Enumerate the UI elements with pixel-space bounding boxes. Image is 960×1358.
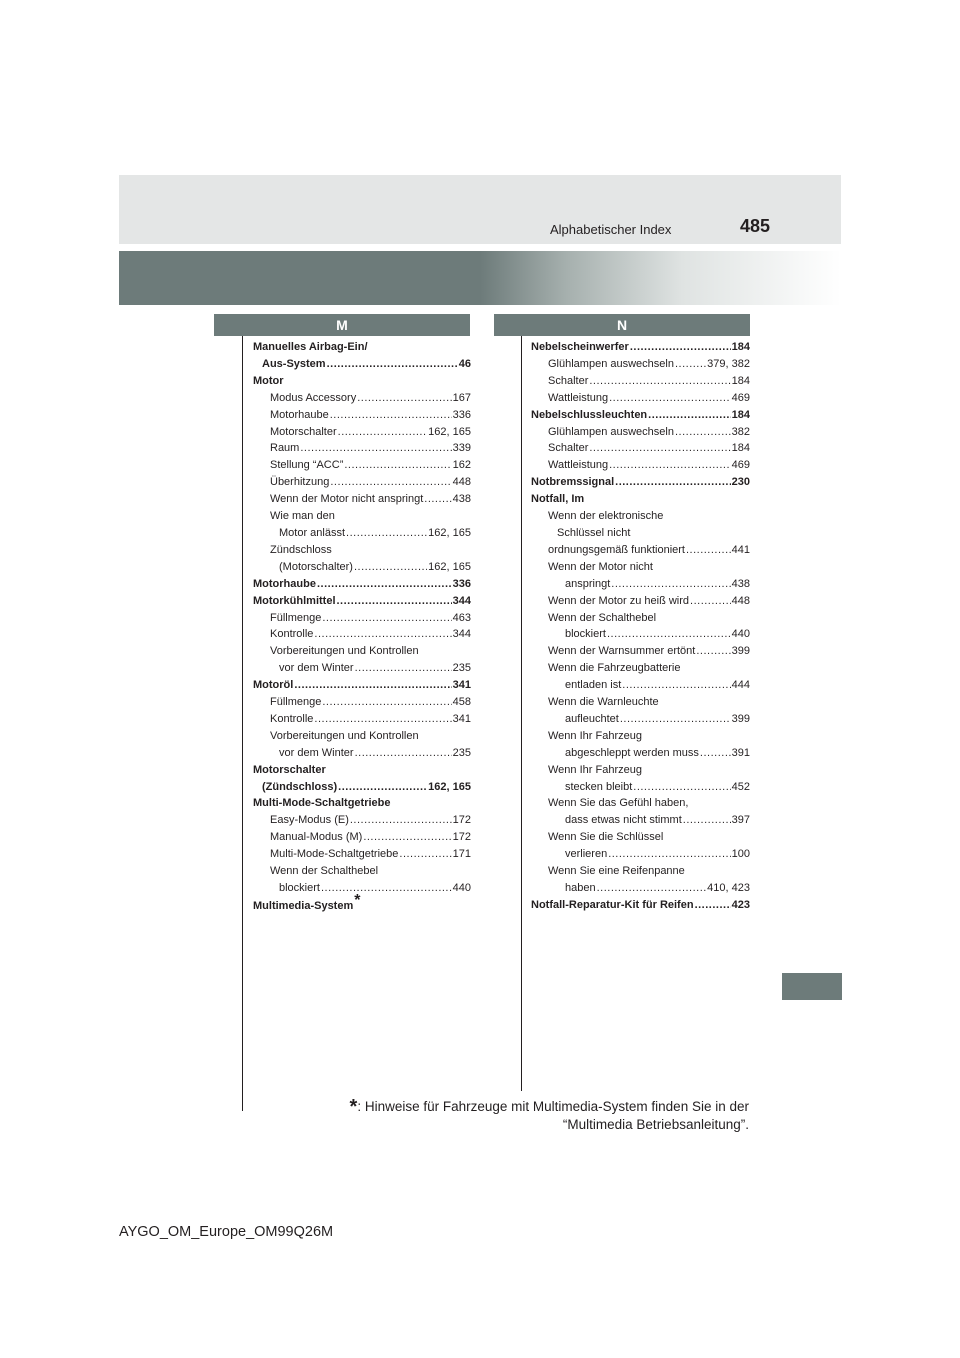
dot-leader <box>622 677 730 694</box>
index-entry-text: Modus Accessory <box>270 391 357 404</box>
index-entry-text: Schalter <box>548 374 589 387</box>
index-entry-text: Kontrolle <box>270 712 314 725</box>
page-reference: 341 <box>452 712 471 725</box>
index-entry <box>253 356 471 373</box>
index-entry <box>531 373 750 390</box>
index-entry-text: Wenn die Fahrzeugbatterie <box>548 662 681 675</box>
dot-leader <box>300 440 451 457</box>
dot-leader <box>695 897 731 914</box>
index-entry <box>531 508 750 525</box>
index-entry-text: Wenn der Motor nicht <box>548 560 653 573</box>
page-reference: 184 <box>731 374 750 387</box>
dot-leader <box>630 339 731 356</box>
index-entry <box>253 728 471 745</box>
dot-leader <box>355 745 452 762</box>
footnote-line-2: “Multimedia Betriebsanleitung”. <box>562 1117 749 1132</box>
page-reference: 448 <box>452 476 471 489</box>
index-entry-text: ordnungsgemäß funktioniert <box>548 543 685 556</box>
index-entry-text: Wenn der Motor nicht anspringt <box>270 493 424 506</box>
page-reference: 410, 423 <box>707 882 750 894</box>
page-reference: 458 <box>452 696 471 709</box>
page-reference: 382 <box>731 425 750 438</box>
dot-leader <box>399 846 451 863</box>
index-entry <box>253 525 471 542</box>
index-entry-text: Manual-Modus (M) <box>270 831 363 844</box>
index-entry-text: Wenn die Warnleuchte <box>548 696 659 709</box>
index-entry <box>531 829 750 846</box>
footnote <box>350 1096 749 1134</box>
index-entry-text: Wie man den <box>270 510 335 523</box>
page-reference: 162, 165 <box>428 780 471 793</box>
index-entry-text: Multi-Mode-Schaltgetriebe <box>270 848 399 861</box>
index-entry <box>531 863 750 880</box>
index-entry <box>253 576 471 593</box>
index-entry <box>531 795 750 812</box>
index-entry-text: Aus-System <box>262 357 326 370</box>
page-reference: 341 <box>452 679 471 692</box>
index-entry-text: Multimedia-System <box>253 899 354 912</box>
index-entry-text: Stellung “ACC” <box>270 459 344 472</box>
index-entry-text: Wenn Ihr Fahrzeug <box>548 729 642 742</box>
page-reference: 230 <box>731 476 750 489</box>
index-entry <box>531 880 750 897</box>
page-reference: 440 <box>731 628 750 641</box>
dot-leader <box>346 525 427 542</box>
dot-leader <box>589 373 730 390</box>
dot-leader <box>322 610 451 627</box>
index-entry <box>253 593 471 610</box>
letter-tab-n: N <box>494 314 750 336</box>
page-reference: 336 <box>452 577 471 590</box>
page-reference: 423 <box>731 898 750 911</box>
page-reference: 463 <box>452 611 471 624</box>
dot-leader <box>314 626 451 643</box>
footnote-reference: * <box>354 891 361 909</box>
dot-leader <box>696 643 730 660</box>
index-entry-text: Nebelscheinwerfer <box>531 341 629 353</box>
page-reference: 162 <box>452 459 471 472</box>
index-column-m <box>253 339 471 915</box>
column-divider-middle <box>521 336 522 1091</box>
dot-leader <box>330 407 452 424</box>
index-entry <box>253 745 471 762</box>
page-reference: 235 <box>452 746 471 759</box>
index-entry-text: Wenn der Motor zu heiß wird <box>548 594 690 607</box>
index-entry <box>253 795 471 812</box>
page-reference: 162, 165 <box>428 526 471 539</box>
dot-leader <box>330 474 451 491</box>
page-reference: 339 <box>452 442 471 455</box>
dot-leader <box>607 626 731 643</box>
page-reference: 438 <box>452 493 471 506</box>
index-entry-text: Vorbereitungen und Kontrollen <box>270 645 419 658</box>
page-reference: 399 <box>731 712 750 725</box>
index-entry-text: vor dem Winter <box>279 662 354 675</box>
document-code: AYGO_OM_Europe_OM99Q26M <box>119 1224 334 1240</box>
dot-leader <box>700 745 731 762</box>
index-entry <box>253 711 471 728</box>
index-entry <box>253 779 471 796</box>
index-entry <box>253 610 471 627</box>
dot-leader <box>609 457 731 474</box>
page-reference: 172 <box>452 831 471 844</box>
index-entry <box>531 424 750 441</box>
page-reference: 235 <box>452 662 471 675</box>
index-entry-text: Motoröl <box>253 679 294 692</box>
footnote-line-1: : Hinweise für Fahrzeuge mit Multimedia-System finden Sie in der <box>357 1099 749 1114</box>
page-reference: 184 <box>731 341 750 353</box>
index-entry-text: Wenn der Warnsummer ertönt <box>548 645 696 658</box>
page-reference: 184 <box>731 408 750 421</box>
index-entry-text: blockiert <box>279 882 320 894</box>
index-entry <box>531 643 750 660</box>
index-entry <box>531 339 750 356</box>
dot-leader <box>327 356 458 373</box>
dot-leader <box>424 491 451 508</box>
index-entry <box>253 626 471 643</box>
index-entry <box>253 846 471 863</box>
index-entry-text: Wenn Sie die Schlüssel <box>548 831 664 844</box>
index-entry-text: Wenn der Schalthebel <box>548 611 657 624</box>
index-entry <box>531 762 750 779</box>
index-entry-text: anspringt <box>565 577 611 590</box>
dot-leader <box>354 559 427 576</box>
index-entry <box>531 356 750 373</box>
index-entry-text: Kontrolle <box>270 628 314 641</box>
dot-leader <box>675 424 731 441</box>
index-entry-text: dass etwas nicht stimmt <box>565 814 682 827</box>
index-entry-text: blockiert <box>565 628 606 641</box>
index-entry-text: Motorschalter <box>253 763 326 776</box>
index-entry-text: Füllmenge <box>270 611 322 624</box>
page-reference: 172 <box>452 814 471 827</box>
dot-leader <box>608 846 730 863</box>
index-entry <box>531 728 750 745</box>
index-entry <box>531 897 750 914</box>
index-entry-text: Glühlampen auswechseln <box>548 357 674 370</box>
index-entry-text: Glühlampen auswechseln <box>548 425 674 438</box>
index-entry-text: Motor anlässt <box>279 526 346 539</box>
index-entry <box>531 390 750 407</box>
index-entry-text: Zündschloss <box>270 543 332 556</box>
index-entry <box>253 440 471 457</box>
page-number: 485 <box>740 216 771 236</box>
dot-leader <box>321 880 452 897</box>
index-entry-text: Wenn Sie eine Reifenpanne <box>548 865 685 878</box>
dot-leader <box>611 576 730 593</box>
index-entry <box>253 863 471 880</box>
page-reference: 441 <box>731 543 750 556</box>
index-entry <box>253 559 471 576</box>
index-entry-text: Motorhaube <box>270 408 329 421</box>
index-entry <box>253 542 471 559</box>
index-entry-text: Wenn der Schalthebel <box>270 865 379 878</box>
dot-leader <box>314 711 451 728</box>
index-entry <box>253 643 471 660</box>
index-entry-text: Schalter <box>548 442 589 455</box>
index-entry <box>531 779 750 796</box>
index-entry-text: Raum <box>270 442 300 455</box>
index-entry-text: Wattleistung <box>548 391 609 404</box>
index-entry-text: haben <box>565 882 596 894</box>
index-entry <box>253 660 471 677</box>
page-reference: 167 <box>452 391 471 404</box>
index-entry-text: aufleuchtet <box>565 712 619 725</box>
page-reference: 46 <box>458 357 471 370</box>
index-entry <box>253 829 471 846</box>
index-entry <box>253 694 471 711</box>
index-entry-text: Easy-Modus (E) <box>270 814 349 827</box>
index-entry <box>531 694 750 711</box>
index-entry <box>531 559 750 576</box>
index-entry-text: (Zündschloss) <box>262 780 338 793</box>
dot-leader <box>589 440 730 457</box>
dot-leader <box>355 660 452 677</box>
index-entry-text: Füllmenge <box>270 696 322 709</box>
index-entry-text: Überhitzung <box>270 476 330 489</box>
page-reference: 444 <box>731 679 750 692</box>
index-column-n <box>531 339 750 914</box>
index-entry-text: Wattleistung <box>548 459 609 472</box>
index-entry <box>531 593 750 610</box>
gradient-banner <box>119 251 841 305</box>
page-reference: 391 <box>731 746 750 759</box>
dot-leader <box>338 779 427 796</box>
dot-leader <box>294 677 451 694</box>
page-reference: 344 <box>452 594 471 607</box>
index-entry <box>531 576 750 593</box>
page-reference: 379, 382 <box>707 357 750 370</box>
index-entry <box>531 491 750 508</box>
index-entry <box>531 812 750 829</box>
index-entry <box>531 440 750 457</box>
page-reference: 438 <box>731 577 750 590</box>
index-entry <box>531 846 750 863</box>
dot-leader <box>344 457 451 474</box>
page-reference: 100 <box>731 848 750 861</box>
section-thumb-tab <box>782 973 842 1000</box>
page-reference: 336 <box>452 408 471 421</box>
index-entry-text: Notfall, Im <box>531 493 585 506</box>
index-entry-text: Vorbereitungen und Kontrollen <box>270 729 419 742</box>
footnote-marker: * <box>349 1096 358 1118</box>
index-entry <box>253 424 471 441</box>
index-entry-text: Motorkühlmittel <box>253 594 336 607</box>
index-entry-text: abgeschleppt werden muss <box>565 746 699 759</box>
page-reference: 162, 165 <box>428 425 471 438</box>
index-entry-text: Wenn Sie das Gefühl haben, <box>548 797 689 810</box>
page-reference: 184 <box>731 442 750 455</box>
dot-leader <box>322 694 451 711</box>
index-entry <box>253 373 471 390</box>
index-entry-text: Wenn Ihr Fahrzeug <box>548 763 642 776</box>
index-entry-text: entladen ist <box>565 679 622 692</box>
index-entry-text: Multi-Mode-Schaltgetriebe <box>253 797 391 810</box>
page-reference: 397 <box>731 814 750 827</box>
index-entry-text: Motorschalter <box>270 425 337 438</box>
index-entry <box>531 407 750 424</box>
index-entry <box>531 677 750 694</box>
index-entry-text: Notbremssignal <box>531 476 615 489</box>
index-entry <box>531 542 750 559</box>
index-entry <box>253 390 471 407</box>
index-entry-text: Motor <box>253 374 284 387</box>
page-reference: 469 <box>731 391 750 404</box>
column-divider-left <box>242 336 243 1111</box>
dot-leader <box>615 474 731 491</box>
index-entry <box>253 762 471 779</box>
index-entry <box>531 525 750 542</box>
page-reference: 399 <box>731 645 750 658</box>
index-entry <box>253 508 471 525</box>
index-entry <box>253 457 471 474</box>
index-entry <box>253 474 471 491</box>
index-entry <box>531 474 750 491</box>
dot-leader <box>683 812 731 829</box>
dot-leader <box>648 407 730 424</box>
index-entry <box>531 626 750 643</box>
index-entry <box>531 457 750 474</box>
dot-leader <box>363 829 451 846</box>
index-entry <box>253 677 471 694</box>
index-entry-text: vor dem Winter <box>279 746 354 759</box>
dot-leader <box>675 356 706 373</box>
index-entry-text: Manuelles Airbag-Ein/ <box>253 341 368 353</box>
index-entry <box>253 880 471 897</box>
index-entry <box>531 745 750 762</box>
dot-leader <box>597 880 707 897</box>
page-reference: 171 <box>452 848 471 861</box>
index-entry <box>253 891 471 915</box>
index-entry-text: Nebelschlussleuchten <box>531 408 648 421</box>
index-entry <box>531 660 750 677</box>
index-entry <box>253 491 471 508</box>
dot-leader <box>686 542 731 559</box>
index-entry <box>531 610 750 627</box>
dot-leader <box>338 424 428 441</box>
page-reference: 452 <box>731 780 750 793</box>
index-entry <box>253 339 471 356</box>
index-entry <box>253 812 471 829</box>
index-entry-text: verlieren <box>565 848 608 861</box>
index-entry-text: Schlüssel nicht <box>557 526 631 539</box>
dot-leader <box>337 593 452 610</box>
dot-leader <box>609 390 731 407</box>
dot-leader <box>357 390 451 407</box>
index-entry <box>531 711 750 728</box>
page-reference: 440 <box>452 882 471 894</box>
dot-leader <box>620 711 731 728</box>
header-band <box>119 175 841 244</box>
page-reference: 469 <box>731 459 750 472</box>
page-title: Alphabetischer Index <box>550 222 672 237</box>
dot-leader <box>690 593 731 610</box>
page-reference: 448 <box>731 594 750 607</box>
index-entry-text: Motorhaube <box>253 577 316 590</box>
dot-leader <box>350 812 452 829</box>
dot-leader <box>633 779 730 796</box>
index-entry-text: (Motorschalter) <box>279 560 353 573</box>
index-entry-text: stecken bleibt <box>565 780 633 793</box>
page-reference: 344 <box>452 628 471 641</box>
index-entry-text: Notfall-Reparatur-Kit für Reifen <box>531 898 694 911</box>
index-entry-text: Wenn der elektronische <box>548 510 664 523</box>
index-entry <box>253 407 471 424</box>
page-reference: 162, 165 <box>428 560 471 573</box>
dot-leader <box>317 576 452 593</box>
letter-tab-m: M <box>214 314 470 336</box>
